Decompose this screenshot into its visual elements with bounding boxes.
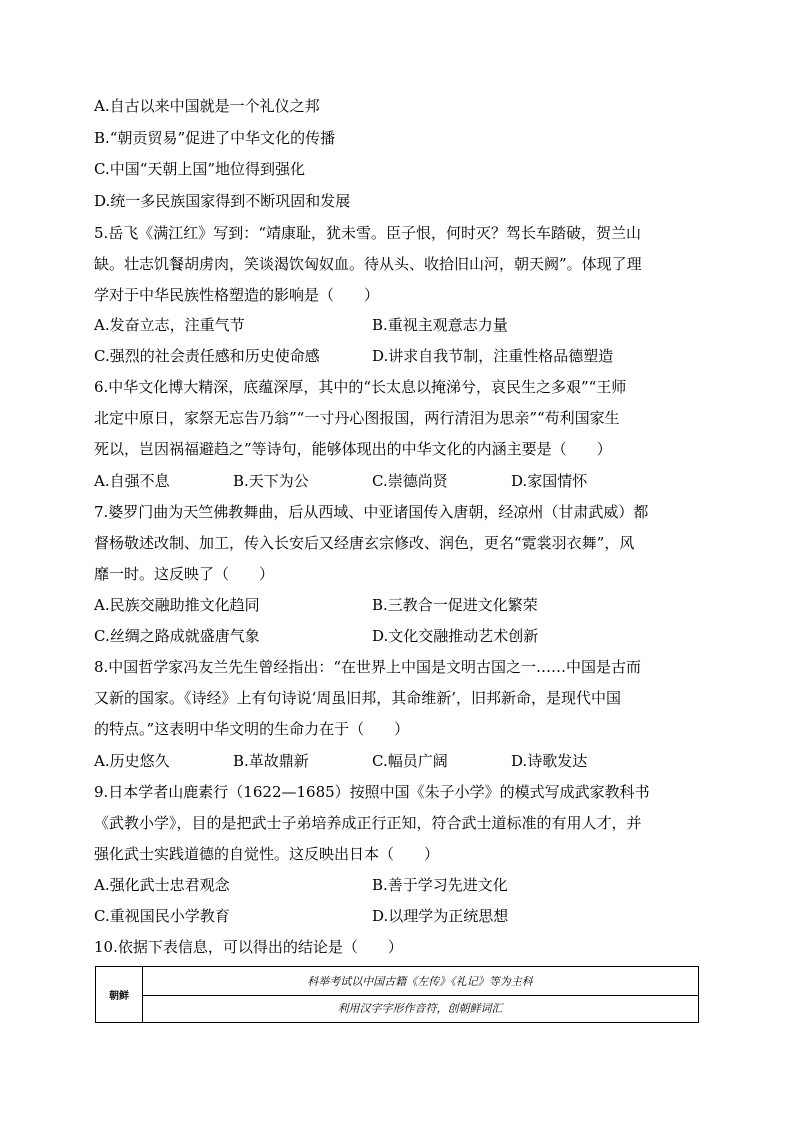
- q6-stem-line-3: 死以，岂因祸福避趋之”等诗句，能够体现出的中华文化的内涵主要是（ ）: [94, 440, 612, 458]
- q10-stem: 10.依据下表信息，可以得出的结论是（ ）: [94, 938, 403, 956]
- q5-option-b: B.重视主观意志力量: [372, 316, 508, 334]
- q8-option-b: B.革故鼎新: [233, 752, 309, 770]
- q9-stem-line-3: 强化武士实践道德的自觉性。这反映出日本（ ）: [94, 845, 440, 863]
- table-cell-row-2: 利用汉字字形作音符，创朝鲜词汇: [337, 1002, 503, 1016]
- q7-stem-line-3: 靡一时。这反映了（ ）: [94, 565, 275, 583]
- q6-option-d: D.家国情怀: [511, 472, 588, 490]
- q5-option-c: C.强烈的社会责任感和历史使命感: [94, 347, 320, 365]
- q7-option-a: A.民族交融助推文化趋同: [94, 596, 260, 614]
- q8-option-a: A.历史悠久: [94, 752, 170, 770]
- q5-stem-line-2: 缺。壮志饥餐胡虏肉，笑谈渴饮匈奴血。待从头、收拾旧山河，朝天阙”。体现了理: [94, 255, 642, 273]
- q7-option-b: B.三教合一促进文化繁荣: [372, 596, 538, 614]
- q6-option-c: C.崇德尚贤: [372, 472, 448, 490]
- q9-option-a: A.强化武士忠君观念: [94, 876, 230, 894]
- q9-option-b: B.善于学习先进文化: [372, 876, 508, 894]
- table-row-label: 朝鲜: [96, 967, 143, 1022]
- q5-stem-line-3: 学对于中华民族性格塑造的影响是（ ）: [94, 286, 380, 304]
- q4-option-d: D.统一多民族国家得到不断巩固和发展: [94, 192, 351, 210]
- q7-option-c: C.丝绸之路成就盛唐气象: [94, 627, 260, 645]
- q5-option-d: D.讲求自我节制，注重性格品德塑造: [372, 347, 614, 365]
- q4-option-a: A.自古以来中国就是一个礼仪之邦: [94, 97, 320, 115]
- q7-stem-line-1: 7.婆罗门曲为天竺佛教舞曲，后从西域、中亚诸国传入唐朝，经凉州（甘肃武威）都: [94, 503, 649, 521]
- q7-stem-line-2: 督杨敬述改制、加工，传入长安后又经唐玄宗修改、润色，更名“霓裳羽衣舞”，风: [94, 534, 635, 552]
- q6-option-b: B.天下为公: [233, 472, 309, 490]
- q9-stem-line-1: 9.日本学者山鹿素行（1622—1685）按照中国《朱子小学》的模式写成武家教科书: [94, 783, 650, 801]
- q7-option-d: D.文化交融推动艺术创新: [372, 627, 539, 645]
- table-cell-row-1: 科举考试以中国古籍《左传》《礼记》等为主科: [142, 967, 698, 996]
- q6-stem-line-1: 6.中华文化博大精深，底蕴深厚，其中的“长太息以掩涕兮，哀民生之多艰”“王师: [94, 378, 627, 396]
- q5-option-a: A.发奋立志，注重气节: [94, 316, 245, 334]
- q9-option-d: D.以理学为正统思想: [372, 907, 509, 925]
- q8-stem-line-1: 8.中国哲学家冯友兰先生曾经指出：“在世界上中国是文明古国之一……中国是古而: [94, 658, 641, 676]
- q6-option-a: A.自强不息: [94, 472, 170, 490]
- q4-option-b: B.“朝贡贸易”促进了中华文化的传播: [94, 129, 336, 147]
- q5-stem-line-1: 5.岳飞《满江红》写到：“靖康耻，犹未雪。臣子恨，何时灭？驾长车踏破，贺兰山: [94, 224, 641, 242]
- q9-option-c: C.重视国民小学教育: [94, 907, 230, 925]
- q4-option-c: C.中国“天朝上国”地位得到强化: [94, 160, 306, 178]
- q6-stem-line-2: 北定中原日，家祭无忘告乃翁”“一寸丹心图报国，两行清泪为思亲”“苟利国家生: [94, 409, 620, 427]
- q8-option-c: C.幅员广阔: [372, 752, 448, 770]
- q8-option-d: D.诗歌发达: [511, 752, 588, 770]
- q10-info-table: [95, 966, 699, 1023]
- q8-stem-line-2: 又新的国家。《诗经》上有句诗说‘周虽旧邦，其命维新’，旧邦新命，是现代中国: [94, 689, 622, 707]
- q9-stem-line-2: 《武教小学》，目的是把武士子弟培养成正行正知，符合武士道标准的有用人才，并: [94, 814, 642, 832]
- q8-stem-line-3: 的特点。”这表明中华文明的生命力在于（ ）: [94, 720, 410, 738]
